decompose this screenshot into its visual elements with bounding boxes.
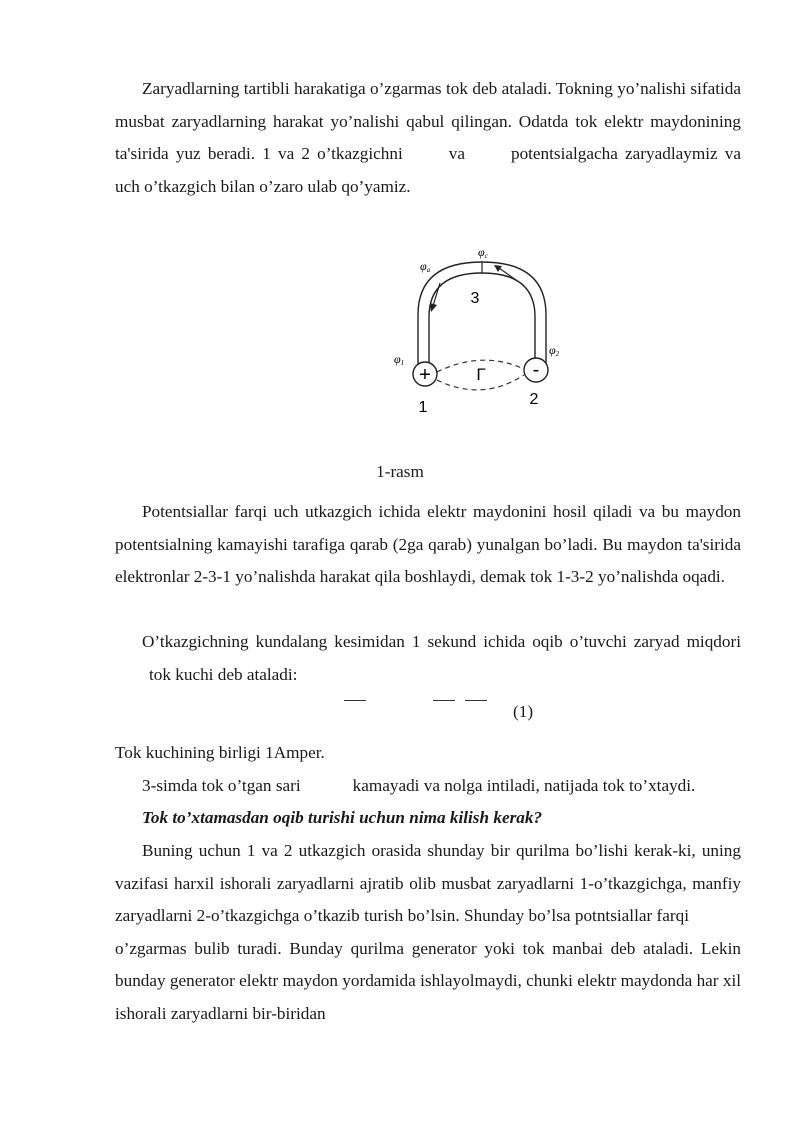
conductor-outer-arc xyxy=(418,262,546,367)
phi-a-label: φa xyxy=(420,259,431,274)
fraction-bar-3 xyxy=(465,700,487,701)
intro-text-c: potentsialgacha zaryadlaymiz va uch o’tkazgich bilan o’zaro ulab qo’yamiz. xyxy=(115,144,741,196)
conductor-2-label: 2 xyxy=(529,391,539,408)
conductor-1-label: 1 xyxy=(418,399,428,415)
figure-caption: 1-rasm xyxy=(376,462,424,481)
fraction-bar-1 xyxy=(344,700,366,701)
arrow-right-head xyxy=(494,265,502,272)
intro-text-a: Zaryadlarning tartibli harakatiga o’zgarmas tok deb ataladi. Tokning yo’nalishi sifatida musbat zaryadlarning harakat yo’nalishi qabul qilingan. Odatda tok elektr maydonining ta'sirida yuz beradi. 1 va 2 o’tkazgichni xyxy=(115,79,741,163)
phi-1-label: φ1 xyxy=(394,352,405,367)
plus-sign: + xyxy=(419,364,431,386)
conductor-3-label: 3 xyxy=(470,290,480,307)
generator-label: Γ xyxy=(476,365,486,384)
formula-1 xyxy=(0,700,800,728)
circuit-figure xyxy=(380,240,580,415)
paragraph-intro xyxy=(115,73,741,203)
arrow-right-line xyxy=(499,268,516,280)
paragraph-generator xyxy=(115,835,741,1030)
minus-sign: - xyxy=(532,359,540,381)
current-def-text-b: tok kuchi deb ataladi: xyxy=(149,664,298,684)
generator-text-b: o’zgarmas bulib turadi. Bunday qurilma generator yoki tok manbai deb ataladi. Lekin bunday generator elektr maydon yordamida ishlayolmaydi, chunki elektr maydonda har xil ishorali zaryadlarni bir-biridan xyxy=(115,938,741,1023)
paragraph-potential-difference: Potentsiallar farqi uch utkazgich ichida elektr maydonini hosil qiladi va bu maydon potentsialning kamayishi tarafiga qarab (2ga qarab) yunalgan bo’ladi. Bu maydon ta'sirida elektronlar 2-3-1 yo’nalishda harakat qila boshlaydi, demak tok 1-3-2 yo’nalishda oqadi. xyxy=(115,502,741,586)
circuit-diagram xyxy=(380,240,580,415)
conductor-inner-arc xyxy=(429,273,535,366)
current-def-text-a: O’tkazgichning kundalang kesimidan 1 sekund ichida oqib o’tuvchi zaryad miqdori xyxy=(142,632,741,651)
formula-number: (1) xyxy=(513,702,534,721)
decrease-text-b: kamayadi va nolga intiladi, natijada tok to’xtaydi. xyxy=(352,776,696,795)
arrow-left-head xyxy=(430,303,437,312)
question-heading: Tok to’xtamasdan oqib turishi uchun nima kilish kerak? xyxy=(142,808,543,827)
paragraph-ampere: Tok kuchining birligi 1Amper. xyxy=(115,743,325,762)
phi-c-label: φc xyxy=(478,245,488,260)
intro-text-b: va xyxy=(448,144,465,163)
paragraph-current-definition xyxy=(115,626,741,691)
paragraph-current-decreases xyxy=(115,770,741,803)
generator-text-a: Buning uchun 1 va 2 utkazgich orasida shunday bir qurilma bo’lishi kerak-ki, uning vazifasi harxil ishorali zaryadlarni ajratib olib musbat zaryadlarni 1-o’tkazgichga, manfiy zaryadlarni 2-o’tkazgichga o’tkazib turish bo’lsin. Shunday bo’lsa potntsiallar farqi xyxy=(115,841,741,925)
fraction-bar-2 xyxy=(433,700,455,701)
decrease-text-a: 3-simda tok o’tgan sari xyxy=(142,776,301,795)
phi-2-label: φ2 xyxy=(549,343,560,358)
